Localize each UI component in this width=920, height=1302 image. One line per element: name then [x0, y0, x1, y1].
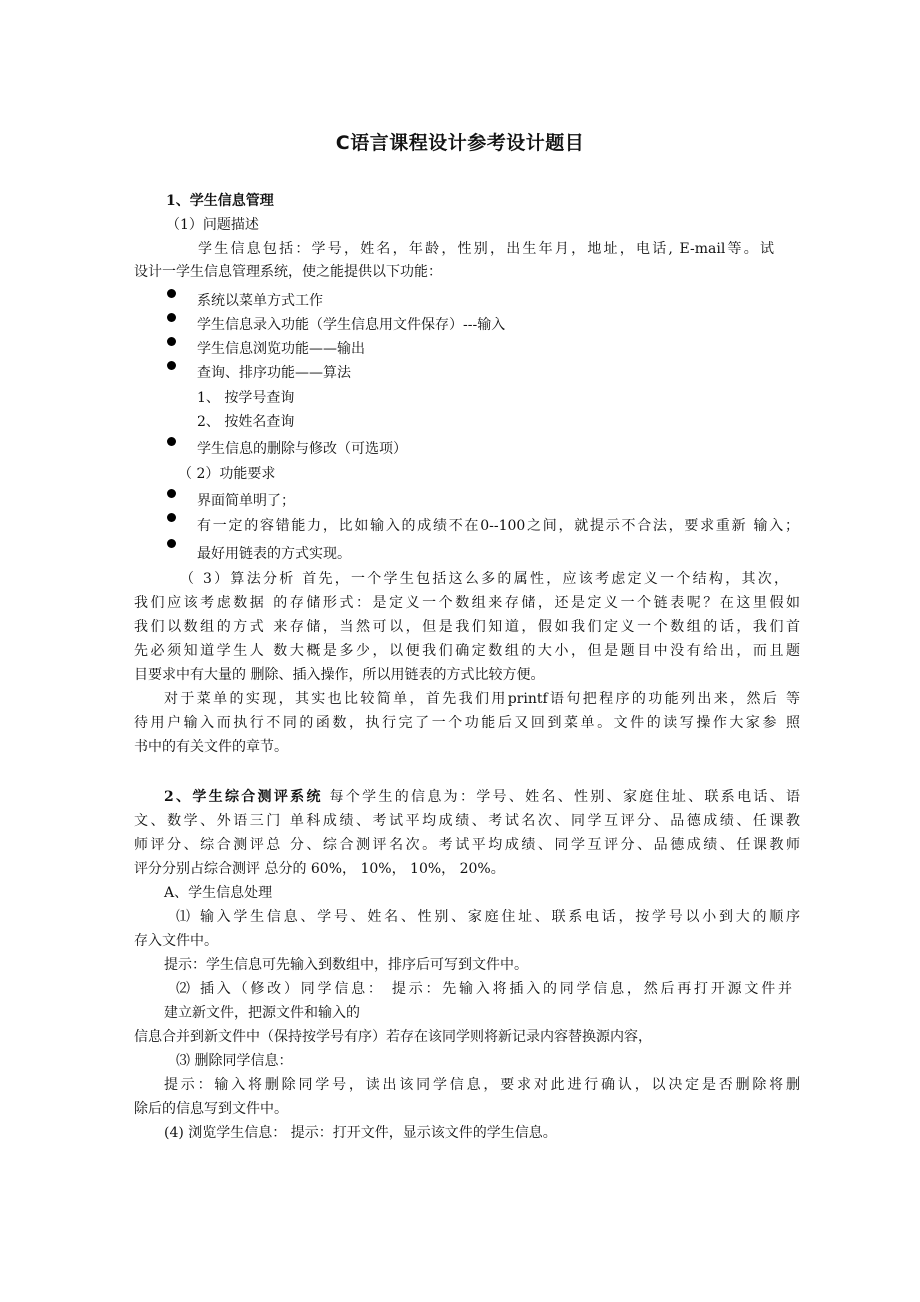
- section-1-heading: 1、学生信息管理: [166, 193, 274, 209]
- menu-line-3: 书中的有关文件的章节。: [134, 739, 288, 755]
- item-1-hint: 提示：学生信息可先输入到数组中，排序后可写到文件中。: [164, 957, 528, 973]
- requirement-item: 最好用链表的方式实现。: [197, 546, 351, 562]
- item-2-line-2: 建立新文件，把源文件和输入的: [164, 1005, 360, 1021]
- problem-description-label: （1）问题描述: [166, 217, 259, 233]
- bullet-dot: [167, 313, 176, 322]
- page-title: C语言课程设计参考设计题目: [335, 132, 585, 154]
- menu-line-1: 对于菜单的实现，其实也比较简单，首先我们用printf语句把程序的功能列出来，然后 等: [164, 691, 800, 707]
- section-2-line-1: [164, 787, 800, 807]
- feature-item: 系统以菜单方式工作: [197, 293, 323, 309]
- functional-requirements-label: （ 2）功能要求: [178, 466, 276, 482]
- feature-item: 查询、排序功能——算法: [197, 365, 351, 381]
- feature-item: 学生信息浏览功能——输出: [197, 341, 365, 357]
- section-2-line-1-text: 每个学生的信息为：学号、姓名、性别、家庭住址、联系电话、语: [322, 789, 800, 805]
- bullet-dot: [167, 337, 176, 346]
- bullet-dot: [167, 539, 176, 548]
- feature-item: 学生信息录入功能（学生信息用文件保存）---输入: [197, 317, 506, 333]
- item-1-line-1: ⑴ 输入学生信息、学号、姓名、性别、家庭住址、联系电话，按学号以小到大的顺序: [176, 909, 800, 925]
- query-sub-item: 2、 按姓名查询: [197, 414, 295, 430]
- item-1-line-2: 存入文件中。: [134, 933, 218, 949]
- section-2-line-2: 文、数学、外语三门 单科成绩、考试平均成绩、考试名次、同学互评分、品德成绩、任课教: [134, 813, 800, 829]
- feature-item: 学生信息的删除与修改（可选项）: [197, 441, 407, 457]
- requirement-item: 有一定的容错能力，比如输入的成绩不在0--100之间，就提示不合法，要求重新 输入；: [197, 518, 799, 534]
- bullet-dot: [167, 489, 176, 498]
- bullet-dot: [167, 437, 176, 446]
- bullet-dot: [167, 289, 176, 298]
- algorithm-line-2: 我们应该考虑数据 的存储形式：是定义一个数组来存储，还是定义一个链表呢？在这里假如: [134, 595, 800, 611]
- item-3: ⑶ 删除同学信息：: [176, 1053, 293, 1069]
- section-2-heading: 2、学生综合测评系统: [164, 789, 323, 805]
- section-2-line-4: 评分分别占综合测评 总分的 60%， 10%， 10%， 20%。: [134, 861, 505, 877]
- bullet-dot: [167, 513, 176, 522]
- item-2-line-3: 信息合并到新文件中（保持按学号有序）若存在该同学则将新记录内容替换源内容，: [134, 1029, 652, 1045]
- bullet-dot: [167, 361, 176, 370]
- student-info-processing-heading: A、学生信息处理: [164, 885, 273, 901]
- description-line-2: 设计一学生信息管理系统，使之能提供以下功能：: [134, 264, 442, 280]
- item-4: (4) 浏览学生信息： 提示：打开文件，显示该文件的学生信息。: [164, 1125, 557, 1141]
- item-3-hint-line-1: 提示：输入将删除同学号，读出该同学信息，要求对此进行确认，以决定是否删除将删: [164, 1077, 800, 1093]
- section-2-line-3: 师评分、综合测评总 分、综合测评名次。考试平均成绩、同学互评分、品德成绩、任课教师: [134, 837, 800, 853]
- algorithm-line-4: 先必须知道学生人 数大概是多少，以便我们确定数组的大小，但是题目中没有给出，而且题: [134, 643, 800, 659]
- query-sub-item: 1、 按学号查询: [197, 390, 295, 406]
- item-3-hint-line-2: 除后的信息写到文件中。: [134, 1101, 288, 1117]
- item-2-line-1: ⑵ 插入（修改）同学信息： 提示：先输入将插入的同学信息，然后再打开源文件并: [176, 981, 792, 997]
- menu-line-2: 待用户输入而执行不同的函数，执行完了一个功能后又回到菜单。文件的读写操作大家参 照: [134, 715, 800, 731]
- requirement-item: 界面简单明了；: [197, 493, 295, 509]
- algorithm-line-1: （ 3）算法分析 首先，一个学生包括这么多的属性，应该考虑定义一个结构，其次，: [180, 571, 788, 587]
- algorithm-line-3: 我们以数组的方式 来存储，当然可以，但是我们知道，假如我们定义一个数组的话，我们首: [134, 619, 800, 635]
- algorithm-line-5: 目要求中有大量的 删除、插入操作，所以用链表的方式比较方便。: [134, 667, 545, 683]
- description-line-1: 学生信息包括：学号，姓名，年龄，性别，出生年月，地址，电话, E-mail等。试: [198, 241, 774, 257]
